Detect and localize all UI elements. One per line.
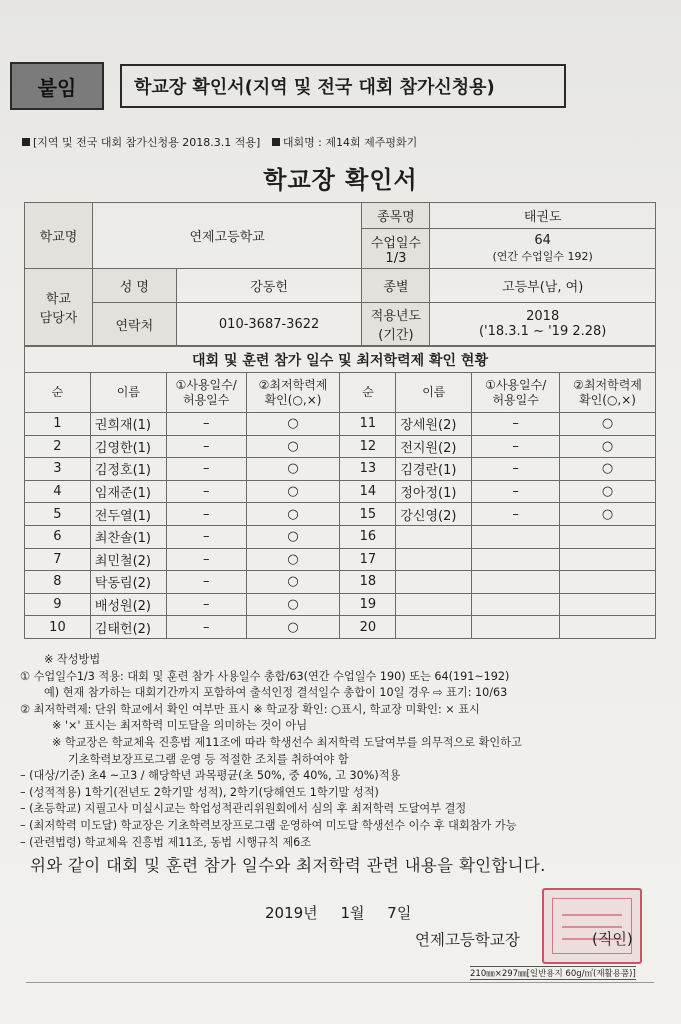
contact-value: 010-3687-3622 — [176, 303, 362, 346]
row-check: ○ — [246, 413, 340, 436]
header-check: ②최저학력제 확인(○,×) — [246, 373, 340, 413]
note-line: – (초등학교) 지필고사 미실시교는 학업성적관리위원회에서 심의 후 최저학력 도달여부 결정 — [20, 802, 467, 816]
row-check: ○ — [246, 616, 340, 639]
note-line: 예) 현재 참가하는 대회기간까지 포함하여 출석인정 결석일수 총합이 10일 경우 ⇨ 표기: 10/63 — [44, 686, 508, 700]
row-no: 12 — [340, 435, 396, 458]
note-line: – (최저학력 미도달) 학교장은 기초학력보장프로그램 운영하여 미도달 학생선수 이수 후 대회참가 가능 — [20, 818, 517, 832]
row-check: ○ — [246, 593, 340, 616]
note-line: ① 수업일수1/3 적용: 대회 및 훈련 참가 사용일수 총합/63(연간 수업일수 190) 또는 64(191~192) — [20, 669, 510, 683]
status-table — [24, 346, 656, 639]
table-row — [25, 458, 656, 481]
row-days: – — [472, 435, 560, 458]
row-days: – — [166, 413, 246, 436]
header-title: 학교장 확인서(지역 및 전국 대회 참가신청용) — [120, 64, 566, 108]
row-days: – — [472, 503, 560, 526]
paper-spec: 210㎜×297㎜[일반용지 60g/㎡(재활용품)] — [470, 966, 636, 980]
row-name — [396, 548, 472, 571]
row-check — [560, 525, 656, 548]
row-days — [472, 571, 560, 594]
meta-line — [22, 134, 425, 150]
row-days: – — [166, 616, 246, 639]
row-no: 7 — [25, 548, 91, 571]
row-no: 17 — [340, 548, 396, 571]
row-name: 전지원(2) — [396, 435, 472, 458]
table-row — [25, 435, 656, 458]
name-label: 성 명 — [92, 269, 176, 303]
date — [265, 902, 429, 923]
row-days: – — [472, 413, 560, 436]
table-row — [25, 525, 656, 548]
school-name-label: 학교명 — [25, 203, 93, 269]
seal-note: (직인) — [592, 930, 633, 948]
row-name: 임재준(1) — [90, 480, 166, 503]
note-line: ※ 학교장은 학교체육 진흥법 제11조에 따라 학생선수 최저학력 도달여부를 의무적으로 확인하고 — [52, 735, 522, 749]
row-check: ○ — [560, 413, 656, 436]
official-seal — [542, 888, 642, 964]
note-line: – (성적적용) 1학기(전년도 2학기말 성적), 2학기(당해연도 1학기말 성적) — [20, 785, 379, 799]
row-name: 전두열(1) — [90, 503, 166, 526]
row-days: – — [472, 458, 560, 481]
form-note: [지역 및 전국 대회 참가신청용 2018.3.1 적용] — [22, 136, 260, 149]
row-days — [472, 593, 560, 616]
square-bullet-icon — [272, 138, 280, 146]
date-month: 1월 — [340, 904, 365, 922]
notes-section — [20, 652, 660, 851]
row-check: ○ — [246, 480, 340, 503]
row-check — [560, 548, 656, 571]
row-name: 탁동림(2) — [90, 571, 166, 594]
row-no: 10 — [25, 616, 91, 639]
row-check — [560, 571, 656, 594]
row-days: – — [166, 548, 246, 571]
row-check — [560, 593, 656, 616]
row-no: 2 — [25, 435, 91, 458]
row-days: – — [166, 593, 246, 616]
row-check: ○ — [246, 458, 340, 481]
header-check: ②최저학력제 확인(○,×) — [560, 373, 656, 413]
footer-divider — [26, 982, 654, 983]
row-check: ○ — [560, 480, 656, 503]
note-line: ② 최저학력제: 단위 학교에서 확인 여부만 표시 ※ 학교장 확인: ○표시, 학교장 미확인: × 표시 — [20, 702, 480, 716]
row-name: 배성원(2) — [90, 593, 166, 616]
row-name — [396, 525, 472, 548]
row-check — [560, 616, 656, 639]
row-no: 9 — [25, 593, 91, 616]
table-row — [25, 593, 656, 616]
note-line: ※ '×' 표시는 최저학력 미도달을 의미하는 것이 아님 — [52, 719, 308, 733]
sport-label: 종목명 — [362, 203, 430, 229]
row-name: 권희재(1) — [90, 413, 166, 436]
date-day: 7일 — [387, 904, 412, 922]
table-row — [25, 503, 656, 526]
header — [10, 62, 570, 112]
row-check: ○ — [246, 571, 340, 594]
row-days: – — [166, 435, 246, 458]
gender-label: 종별 — [362, 269, 430, 303]
row-name: 김경란(1) — [396, 458, 472, 481]
header-no: 순 — [25, 373, 91, 413]
note-line: – (관련법령) 학교체육 진흥법 제11조, 동법 시행규칙 제6조 — [20, 835, 312, 849]
document-title: 학교장 확인서 — [263, 166, 418, 194]
header-days: ①사용일수/ 허용일수 — [472, 373, 560, 413]
row-name: 강신영(2) — [396, 503, 472, 526]
row-name — [396, 616, 472, 639]
row-no: 4 — [25, 480, 91, 503]
contact-label: 연락처 — [92, 303, 176, 346]
note-line: 기초학력보장프로그램 운영 등 적절한 조치를 취하여야 함 — [68, 752, 349, 766]
row-name: 김태헌(2) — [90, 616, 166, 639]
row-no: 20 — [340, 616, 396, 639]
row-check: ○ — [560, 458, 656, 481]
row-no: 11 — [340, 413, 396, 436]
sport-value: 태권도 — [430, 203, 656, 229]
signer-name: 연제고등학교장 — [415, 931, 520, 949]
info-table — [24, 202, 656, 346]
class-days-label: 수업일수 1/3 — [362, 229, 430, 269]
row-check: ○ — [246, 503, 340, 526]
period-value: 2018 ('18.3.1 ~ '19 2.28) — [430, 303, 656, 346]
row-no: 18 — [340, 571, 396, 594]
row-check: ○ — [560, 435, 656, 458]
gender-value: 고등부(남, 여) — [430, 269, 656, 303]
row-days: – — [166, 525, 246, 548]
table-row — [25, 571, 656, 594]
row-check: ○ — [246, 525, 340, 548]
header-no: 순 — [340, 373, 396, 413]
annex-badge: 붙임 — [10, 62, 104, 110]
period-label: 적용년도 (기간) — [362, 303, 430, 346]
row-days: – — [166, 503, 246, 526]
square-bullet-icon — [22, 138, 30, 146]
row-check: ○ — [246, 548, 340, 571]
table-row — [25, 616, 656, 639]
table-row — [25, 548, 656, 571]
row-days — [472, 616, 560, 639]
row-no: 3 — [25, 458, 91, 481]
date-year: 2019년 — [265, 904, 318, 922]
row-days — [472, 548, 560, 571]
row-no: 8 — [25, 571, 91, 594]
row-name: 장세원(2) — [396, 413, 472, 436]
row-check: ○ — [560, 503, 656, 526]
seal-mark — [562, 914, 622, 916]
row-no: 13 — [340, 458, 396, 481]
status-table-caption: 대회 및 훈련 참가 일수 및 최저학력제 확인 현황 — [25, 347, 656, 373]
header-name: 이름 — [90, 373, 166, 413]
header-days: ①사용일수/ 허용일수 — [166, 373, 246, 413]
confirmation-statement: 위와 같이 대회 및 훈련 참가 일수와 최저학력 관련 내용을 확인합니다. — [30, 856, 546, 875]
row-name: 정아정(1) — [396, 480, 472, 503]
row-days: – — [166, 571, 246, 594]
row-name: 김정호(1) — [90, 458, 166, 481]
row-no: 15 — [340, 503, 396, 526]
row-no: 16 — [340, 525, 396, 548]
school-name: 연제고등학교 — [92, 203, 362, 269]
row-days: – — [166, 480, 246, 503]
row-days — [472, 525, 560, 548]
row-check: ○ — [246, 435, 340, 458]
row-name: 최찬솔(1) — [90, 525, 166, 548]
row-no: 1 — [25, 413, 91, 436]
notes-heading: ※ 작성방법 — [44, 653, 101, 666]
row-name: 김영한(1) — [90, 435, 166, 458]
note-line: – (대상/기준) 초4 ~고3 / 해당학년 과목평균(초 50%, 중 40%, 고 30%)적용 — [20, 769, 401, 783]
row-name — [396, 571, 472, 594]
row-no: 19 — [340, 593, 396, 616]
competition: 대회명 : 제14회 제주평화기 — [272, 136, 417, 149]
table-row — [25, 480, 656, 503]
row-days: – — [472, 480, 560, 503]
row-name: 최민철(2) — [90, 548, 166, 571]
class-days-value: 64 (연간 수업일수 192) — [430, 229, 656, 269]
row-days: – — [166, 458, 246, 481]
staff-name: 강동헌 — [176, 269, 362, 303]
row-no: 5 — [25, 503, 91, 526]
staff-label: 학교 담당자 — [25, 269, 93, 346]
row-no: 14 — [340, 480, 396, 503]
row-name — [396, 593, 472, 616]
competition-name: 제14회 제주평화기 — [325, 136, 418, 149]
row-no: 6 — [25, 525, 91, 548]
header-name: 이름 — [396, 373, 472, 413]
table-row — [25, 413, 656, 436]
